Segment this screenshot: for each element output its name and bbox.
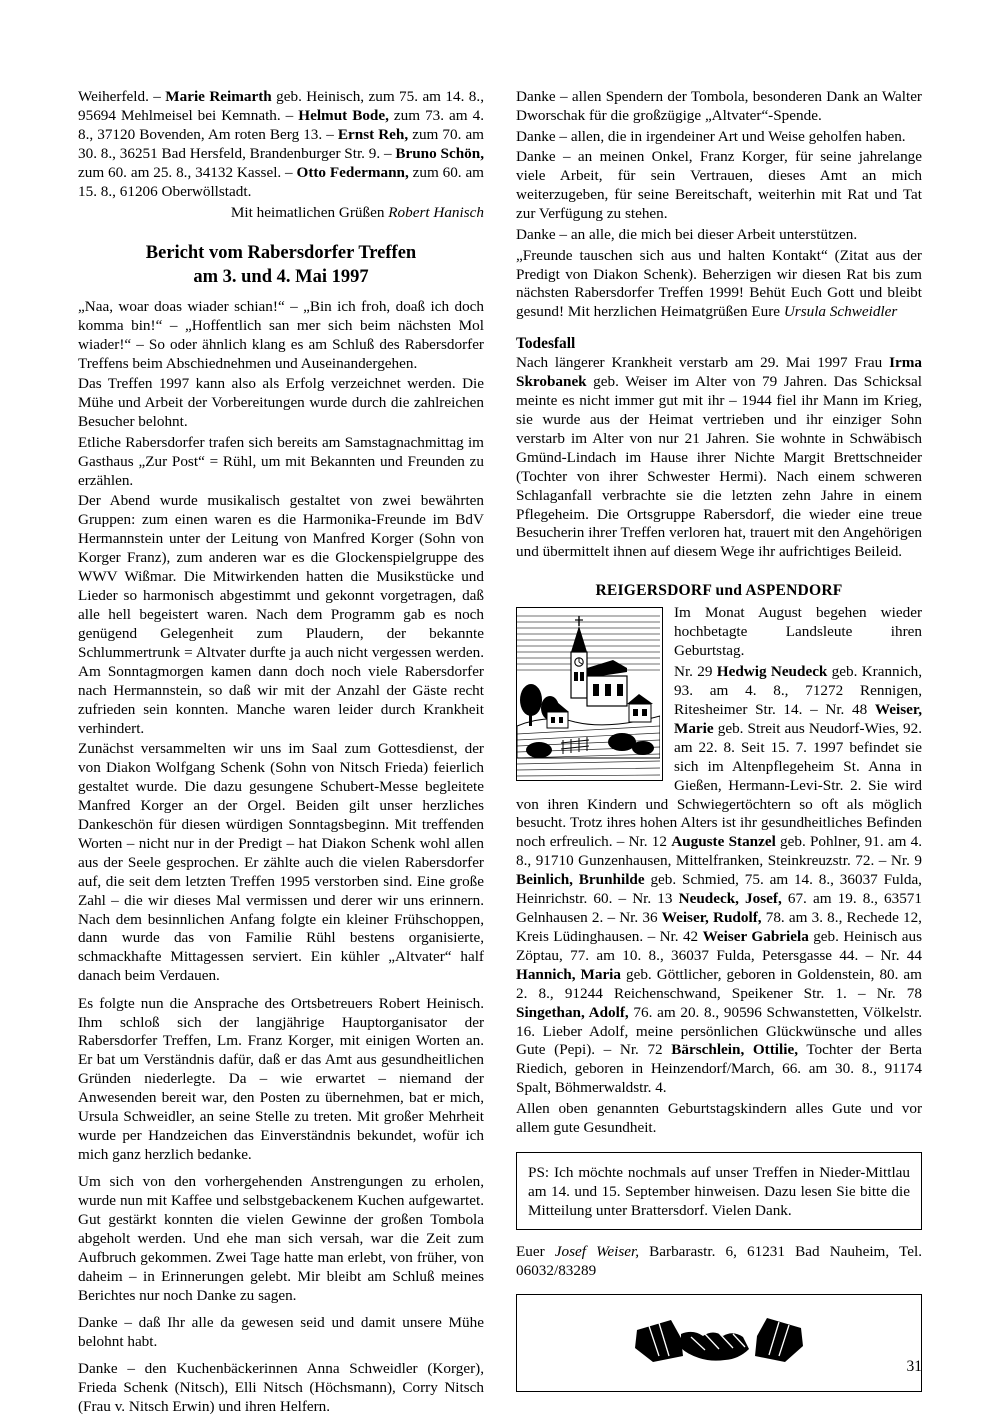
signature-line: Euer Josef Weiser, Barbarastr. 6, 61231 Bad Nauheim, Tel. 06032/83289 (516, 1242, 922, 1279)
ps-note-text: PS: Ich möchte nochmals auf unser Treffen in Nieder-Mittlau am 14. und 15. September hinweisen. Dazu lesen Sie bitte die Mitteilung unter Brattersdorf. Vielen Dank. (528, 1163, 910, 1219)
todesfall-heading: Todesfall (516, 335, 576, 353)
left-column (78, 88, 484, 1419)
thanks-paragraph-2: Danke – allen, die in irgendeiner Art und Weise geholfen haben. (516, 127, 906, 145)
reigersdorf-aspendorf-heading: REIGERSDORF und ASPENDORF (595, 581, 843, 599)
report-paragraph-2: Das Treffen 1997 kann also als Erfolg verzeichnet werden. Die Mühe und Arbeit der Vorbereitungen wurde durch die zahlreichen Besucher belohnt. (78, 375, 484, 431)
thanks-paragraph-4: Danke – an alle, die mich bei dieser Arbeit unterstützen. (516, 225, 858, 243)
two-column-layout (78, 88, 922, 1419)
thanks-paragraph-5: „Freunde tauschen sich aus und halten Kontakt“ (Zitat aus der Predigt von Diakon Schenk). Beherzigen wir diesen Rat bis zum nächsten Rabersdorfer Treffen 1999! Behüt Euch Gott und bleibt gesund! Mit herzlichen Heimatgrüßen Eure Ursula Schweidler (516, 246, 922, 321)
thanks-paragraph-3: Danke – an meinen Onkel, Franz Korger, für seine jahrelange viele Arbeit, für sein Vertrauen, dieses Amt an mich weiterzugeben, für seine Bereitschaft, weiterhin mit Rat und Tat zur Verfügung zu stehen. (516, 148, 922, 223)
ps-note-box (516, 1152, 922, 1230)
birthday-intro-paragraph: Im Monat August begehen wieder hochbetagte Landsleute ihren Geburtstag. (674, 604, 922, 660)
report-paragraph-1: „Naa, woar doas wiader schian!“ – „Bin ich froh, doaß ich doch komma bin!“ – „Hoffentlich san mer sich beim nächsten Mol wiader!“ – So oder ähnlich klang es am Schluß des Rabersdorfer Treffens beim Abschiednehmen und Auseinandergehen. (78, 297, 484, 372)
page-number: 31 (906, 1358, 922, 1375)
village-church-woodcut-icon (516, 607, 663, 781)
handshake-woodcut-icon (619, 1304, 819, 1381)
obituary-continuation-paragraph: Weiherfeld. – Marie Reimarth geb. Heinisch, zum 75. am 14. 8., 95694 Mehlmeisel bei Kemnath. – Helmut Bode, zum 73. am 4. 8., 37120 Bovenden, Am roten Berg 13. – Ernst Reh, zum 70. am 30. 8., 36251 Bad Hersfeld, Brandenburger Str. 9. – Bruno Schön, zum 60. am 25. 8., 34132 Kassel. – Otto Federmann, zum 60. am 15. 8., 61206 Oberwöllstadt. (78, 88, 484, 200)
handshake-illustration-box (516, 1294, 922, 1392)
report-paragraph-3: Etliche Rabersdorfer trafen sich bereits am Samstagnachmittag im Gasthaus „Zur Post“ = Rühl, um mit Bekannten und Freunden zu erzählen. (78, 433, 484, 489)
birthday-closing-paragraph: Allen oben genannten Geburtstagskindern alles Gute und vor allem gute Gesundheit. (516, 1100, 922, 1136)
report-heading-line1: Bericht vom Rabersdorfer Treffen (145, 243, 417, 264)
report-paragraph-7: Um sich von den vorhergehenden Anstrengungen zu erholen, wurde nun mit Kaffee und selbstgebackenem Kuchen aufgewartet. Gut gestärkt konnten die vielen Gewinne der großen Tombola abgeholt werden. Und ehe man sich versah, war die Zeit zum Aufbruch gekommen. Zwei Tage hatte man erlebt, von früher, von daheim – in Erinnerungen gelebt. Mir bleibt am Schluß meines Berichtes nur noch Danke zu sagen. (78, 1173, 484, 1304)
right-column (516, 88, 922, 1392)
report-paragraph-5: Zunächst versammelten wir uns im Saal zum Gottesdienst, der von Diakon Wolfgang Schenk (Sohn von Nitsch Frieda) feierlich gestaltet wurde. Die dazu gesungene Schubert-Messe begleitete Manfred Korger an der Orgel. Beiden gilt unser herzliches Dankeschön für diesen würdigen Sonntagsbeginn. Mit treffenden Worten – nicht nur in der Predigt – hat Diakon Schenk wohl allen aus der Seele gesprochen. Er zählte auch die vielen Rabersdorfer auf, die seit dem letzten Treffen 1995 verstorben sind. Eine große Zahl – die wir dieses Mal vermissen und derer wir uns erinnern. Nach dem besinnlichen Anfang folgte ein kleiner Frühschoppen, dann wurde das von Familie Rühl bestens organisierte, schmackhafte Mittagessen serviert. Ein kühler „Altvater“ half danach beim Verdauen. (78, 740, 484, 985)
report-paragraph-6: Es folgte nun die Ansprache des Ortsbetreuers Robert Heinisch. Ihm schloß sich der langjährige Hauptorganisator der Rabersdorfer Treffen, Lm. Franz Korger, mit einigen Worten an. Er bat um Verständnis dafür, daß er das Amt aus gesundheitlichen Gründen niederlegte. Da – wie erwartet – niemand der Anwesenden bereit war, den Posten zu übernehmen, bat er mich, Ursula Schweidler, an seine Stelle zu treten. Mit großer Mehrheit wurde per Handzeichen das Einverständnis bekundet, wofür ich mich ganz herzlich bedanke. (78, 994, 484, 1163)
report-heading (78, 242, 484, 289)
report-heading-line2: am 3. und 4. Mai 1997 (193, 266, 369, 287)
illustrated-text-block (516, 604, 922, 1100)
greeting-line: Mit heimatlichen Grüßen Robert Hanisch (230, 203, 484, 221)
report-paragraph-9: Danke – den Kuchenbäckerinnen Anna Schweidler (Korger), Frieda Schenk (Nitsch), Elli Nitsch (Höchsmann), Corry Nitsch (Frau v. Nitsch Erwin) und ihren Helfern. (78, 1360, 484, 1416)
report-paragraph-4: Der Abend wurde musikalisch gestaltet von zwei bewährten Gruppen: zum einen waren es die Harmonika-Freunde im BdV Hermannstein unter der Leitung von Manfred Korger (Sohn von Korger Franz), zum anderen war es die Glockenspielgruppe des WWV Wißmar. Die Mitwirkenden hatten die Musikstücke und Lieder so harmonisch abgestimmt und gekonnt vorgetragen, daß alle hell begeistert waren. Nach dem Programm gab es noch genügend Gelegenheit zum Plaudern, der bekannte Schlummertrunk = Altvater durfte ja auch nicht vergessen werden. Am Sonntagmorgen kamen dann doch noch viele Rabersdorfer nach Hermannstein, so daß wir mit der Anzahl der Gäste recht zufrieden sein konnten. Manche waren leider durch Krankheit verhindert. (78, 492, 484, 737)
thanks-paragraph-1: Danke – allen Spendern der Tombola, besonderen Dank an Walter Dworschak für die großzügige „Altvater“-Spende. (516, 88, 922, 124)
todesfall-paragraph: Nach längerer Krankheit verstarb am 29. Mai 1997 Frau Irma Skrobanek geb. Weiser im Alter von 79 Jahren. Das Schicksal meinte es nicht immer gut mit ihr – 1944 fiel ihr Mann im Krieg, sie wurde aus der Heimat vertrieben und ihr einziger Sohn verstarb im Alter von nur 21 Jahren. Sie wohnte in Schwäbisch Gmünd-Lindach im Hause ihrer Nichte Margit Brettschneider (Tochter von ihrer Schwester Hermi). Nach einem schweren Schlaganfall verbrachte sie die letzten zehn Jahre in einem Pflegeheim. Die Ortsgruppe Rabersdorf, die wieder eine treue Besucherin ihrer Treffen verloren hat, trauert mit den Angehörigen und übermittelt ihnen auf diesem Wege ihr aufrichtiges Beileid. (516, 354, 922, 561)
birthday-list-paragraph: Nr. 29 Hedwig Neudeck geb. Krannich, 93. am 4. 8., 71272 Rennigen, Ritesheimer Str. 14. – Nr. 48 Weiser, Marie geb. Streit aus Neudorf-Wies, 92. am 22. 8. Seit 15. 7. 1997 befindet sie sich im Altenpflegeheim St. Anna in Gießen, Hermann-Levi-Str. 2. Sie wird von ihren Kindern und Schwiegertöchtern so oft als möglich besucht. Trotz ihres hohen Alters ist ihr gesundheitliches Befinden noch erfreulich. – Nr. 12 Auguste Stanzel geb. Pohlner, 91. am 4. 8., 91710 Gunzenhausen, Mittelfranken, Steinkreuzstr. 72. – Nr. 9 Beinlich, Brunhilde geb. Schmied, 75. am 14. 8., 36037 Fulda, Heinrichstr. 60. – Nr. 13 Neudeck, Josef, 67. am 19. 8., 63571 Gelnhausen 2. – Nr. 36 Weiser, Rudolf, 78. am 3. 8., Rechede 12, Kreis Lüdinghausen. – Nr. 42 Weiser Gabriela geb. Heinisch aus Zöptau, 77. am 10. 8., 36037 Fulda, Petersgasse 44. – Nr. 44 Hannich, Maria geb. Göttlicher, geboren in Goldenstein, 80. am 2. 8., 91244 Reichenschwand, Speikener Str. 1. – Nr. 78 Singethan, Adolf, 76. am 20. 8., 90596 Schwanstetten, Völkelstr. 16. Lieber Adolf, meine persönlichen Glückwünsche und alles Gute (Pepi). – Nr. 72 Bärschlein, Ottilie, Tochter der Berta Riedich, geboren in Heinzendorf/March, 66. am 30. 8., 91174 Spalt, Böhmerwaldstr. 4. (516, 663, 923, 1097)
report-paragraph-8: Danke – daß Ihr alle da gewesen seid und damit unsere Mühe belohnt habt. (78, 1314, 484, 1350)
